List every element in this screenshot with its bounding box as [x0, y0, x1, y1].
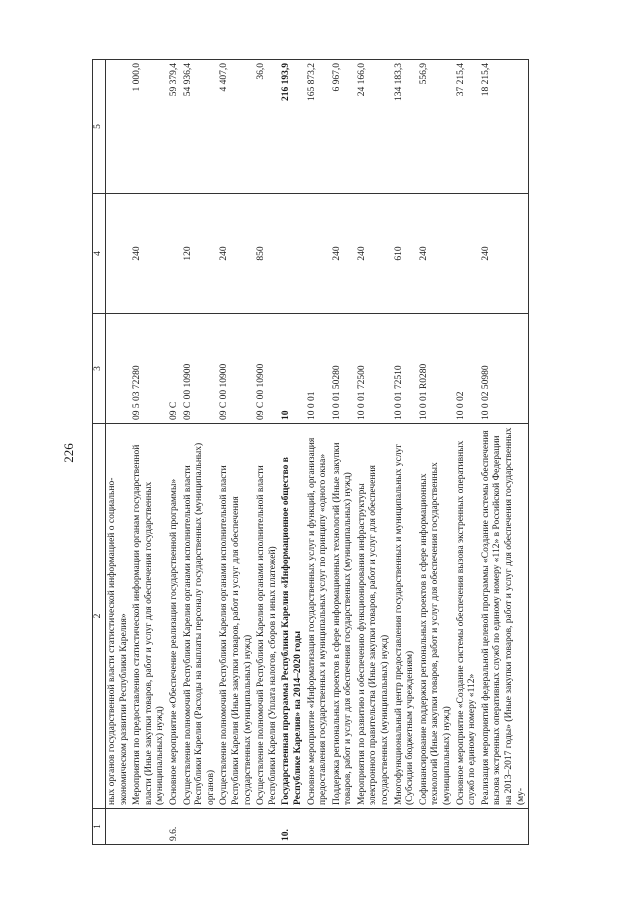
table-row	[106, 60, 132, 845]
column-header: 4	[93, 194, 106, 314]
budget-code-cell: 10 0 02 50980	[480, 314, 529, 424]
row-name-cell: Основное мероприятие «Создание системы обеспечения вызова экстренных оперативных служб по единому номеру «112»	[455, 424, 480, 809]
amount-cell: 165 873,2	[306, 60, 331, 194]
row-name-cell: Поддержка региональных проектов в сфере информационных технологий (Иные закупки товаров, работ и услуг для обеспечения государственных (муниципальных) нужд)	[331, 424, 356, 809]
row-number-cell	[480, 809, 529, 845]
budget-code-cell: 10 0 01	[306, 314, 331, 424]
budget-code-cell	[106, 314, 132, 424]
row-name-cell: Мероприятия по предоставлению статистической информации органам государственной власти (Иные закупки товаров, работ и услуг для обеспечения государственных (муниципальных) нужд)	[131, 424, 168, 809]
row-number-cell	[182, 809, 219, 845]
table-row	[480, 60, 529, 845]
table-row	[255, 60, 280, 845]
table-row	[455, 60, 480, 845]
row-name-cell: Основное мероприятие «Информатизация государственных услуг и функций, организация предоставления государственных и муниципальных услуг по принципу «одного окна»	[306, 424, 331, 809]
expense-type-cell: 610	[393, 194, 418, 314]
row-number-cell	[356, 809, 393, 845]
budget-code-cell: 09 С 00 10900	[255, 314, 280, 424]
amount-cell	[106, 60, 132, 194]
expense-type-cell	[455, 194, 480, 314]
budget-code-cell: 09 С 00 10900	[218, 314, 255, 424]
table-row	[280, 60, 305, 845]
table-row	[306, 60, 331, 845]
row-number-cell	[106, 809, 132, 845]
row-name-cell: Основное мероприятие «Обеспечение реализации государственной программы»	[168, 424, 182, 809]
expense-type-cell	[280, 194, 305, 314]
amount-cell: 4 407,0	[218, 60, 255, 194]
amount-cell: 36,0	[255, 60, 280, 194]
budget-code-cell: 10 0 02	[455, 314, 480, 424]
row-number-cell	[455, 809, 480, 845]
amount-cell: 59 379,4	[168, 60, 182, 194]
table-row	[356, 60, 393, 845]
budget-code-cell: 10 0 01 72510	[393, 314, 418, 424]
budget-code-cell: 09 5 03 72280	[131, 314, 168, 424]
amount-cell: 556,9	[418, 60, 455, 194]
row-number-cell: 10.	[280, 809, 305, 845]
row-name-cell: Многофункциональный центр предоставления государственных и муниципальных услуг (Субсидии бюджетным учреждениям)	[393, 424, 418, 809]
row-name-cell: Мероприятия по развитию и обеспечению функционирования инфраструктуры электронного правительства (Иные закупки товаров, работ и услуг для обеспечения государственных (муниципальных) нужд)	[356, 424, 393, 809]
expense-type-cell: 240	[218, 194, 255, 314]
budget-code-cell: 10 0 01 72500	[356, 314, 393, 424]
row-number-cell	[393, 809, 418, 845]
amount-cell: 37 215,4	[455, 60, 480, 194]
row-name-cell: Реализация мероприятий федеральной целевой программы «Создание системы обеспечения вызова экстренных оперативных служб по единому номеру «112» в Российской Федерации на 2013–2017 годы» (Иные закупки товаров, работ и услуг для обеспечения государственных (му-	[480, 424, 529, 809]
amount-cell: 54 936,4	[182, 60, 219, 194]
column-header: 5	[93, 60, 106, 194]
expense-type-cell	[106, 194, 132, 314]
table-row	[331, 60, 356, 845]
row-number-cell: 9.6.	[168, 809, 182, 845]
expense-type-cell: 120	[182, 194, 219, 314]
amount-cell: 24 166,0	[356, 60, 393, 194]
column-header: 3	[93, 314, 106, 424]
expense-type-cell: 850	[255, 194, 280, 314]
row-name-cell: Осуществление полномочий Республики Карелия органами исполнительной власти Республики Карелия (Уплата налогов, сборов и иных платежей)	[255, 424, 280, 809]
row-name-cell: ных органов государственной власти статистической информацией о социально-экономическом развитии Республики Карелия»	[106, 424, 132, 809]
column-header: 1	[93, 809, 106, 845]
budget-code-cell: 09 С	[168, 314, 182, 424]
row-name-cell: Софинансирование поддержки региональных проектов в сфере информационных технологий (Иные закупки товаров, работ и услуг для обеспечения государственных (муниципальных) нужд)	[418, 424, 455, 809]
amount-cell: 6 967,0	[331, 60, 356, 194]
page-number: 226	[61, 443, 76, 463]
table-row	[218, 60, 255, 845]
column-header: 2	[93, 424, 106, 809]
expense-type-cell: 240	[480, 194, 529, 314]
amount-cell: 1 000,0	[131, 60, 168, 194]
expense-type-cell	[306, 194, 331, 314]
budget-code-cell: 10 0 01 50280	[331, 314, 356, 424]
row-number-cell	[331, 809, 356, 845]
table-header-row	[93, 60, 106, 845]
budget-code-cell: 10	[280, 314, 305, 424]
expense-type-cell: 240	[131, 194, 168, 314]
row-name-cell: Осуществление полномочий Республики Карелия органами исполнительной власти Республики Карелия (Иные закупки товаров, работ и услуг для обеспечения государственных (муниципальных) нужд)	[218, 424, 255, 809]
row-number-cell	[306, 809, 331, 845]
row-number-cell	[418, 809, 455, 845]
table-row	[168, 60, 182, 845]
amount-cell: 216 193,9	[280, 60, 305, 194]
expense-type-cell: 240	[418, 194, 455, 314]
budget-code-cell: 09 С 00 10900	[182, 314, 219, 424]
budget-code-cell: 10 0 01 R0280	[418, 314, 455, 424]
expense-type-cell: 240	[331, 194, 356, 314]
row-name-cell: Осуществление полномочий Республики Карелия органами исполнительной власти Республики Карелия (Расходы на выплаты персоналу государственных (муниципальных) органов)	[182, 424, 219, 809]
budget-table-sheet	[92, 60, 582, 845]
expense-type-cell: 240	[356, 194, 393, 314]
amount-cell: 134 183,3	[393, 60, 418, 194]
expense-type-cell	[168, 194, 182, 314]
row-name-cell: Государственная программа Республики Карелия «Информационное общество в Республике Карелия» на 2014–2020 годы	[280, 424, 305, 809]
table-row	[393, 60, 418, 845]
amount-cell: 18 215,4	[480, 60, 529, 194]
table-row	[418, 60, 455, 845]
row-number-cell	[218, 809, 255, 845]
row-number-cell	[255, 809, 280, 845]
table-row	[131, 60, 168, 845]
budget-table	[92, 59, 529, 845]
table-row	[182, 60, 219, 845]
row-number-cell	[131, 809, 168, 845]
